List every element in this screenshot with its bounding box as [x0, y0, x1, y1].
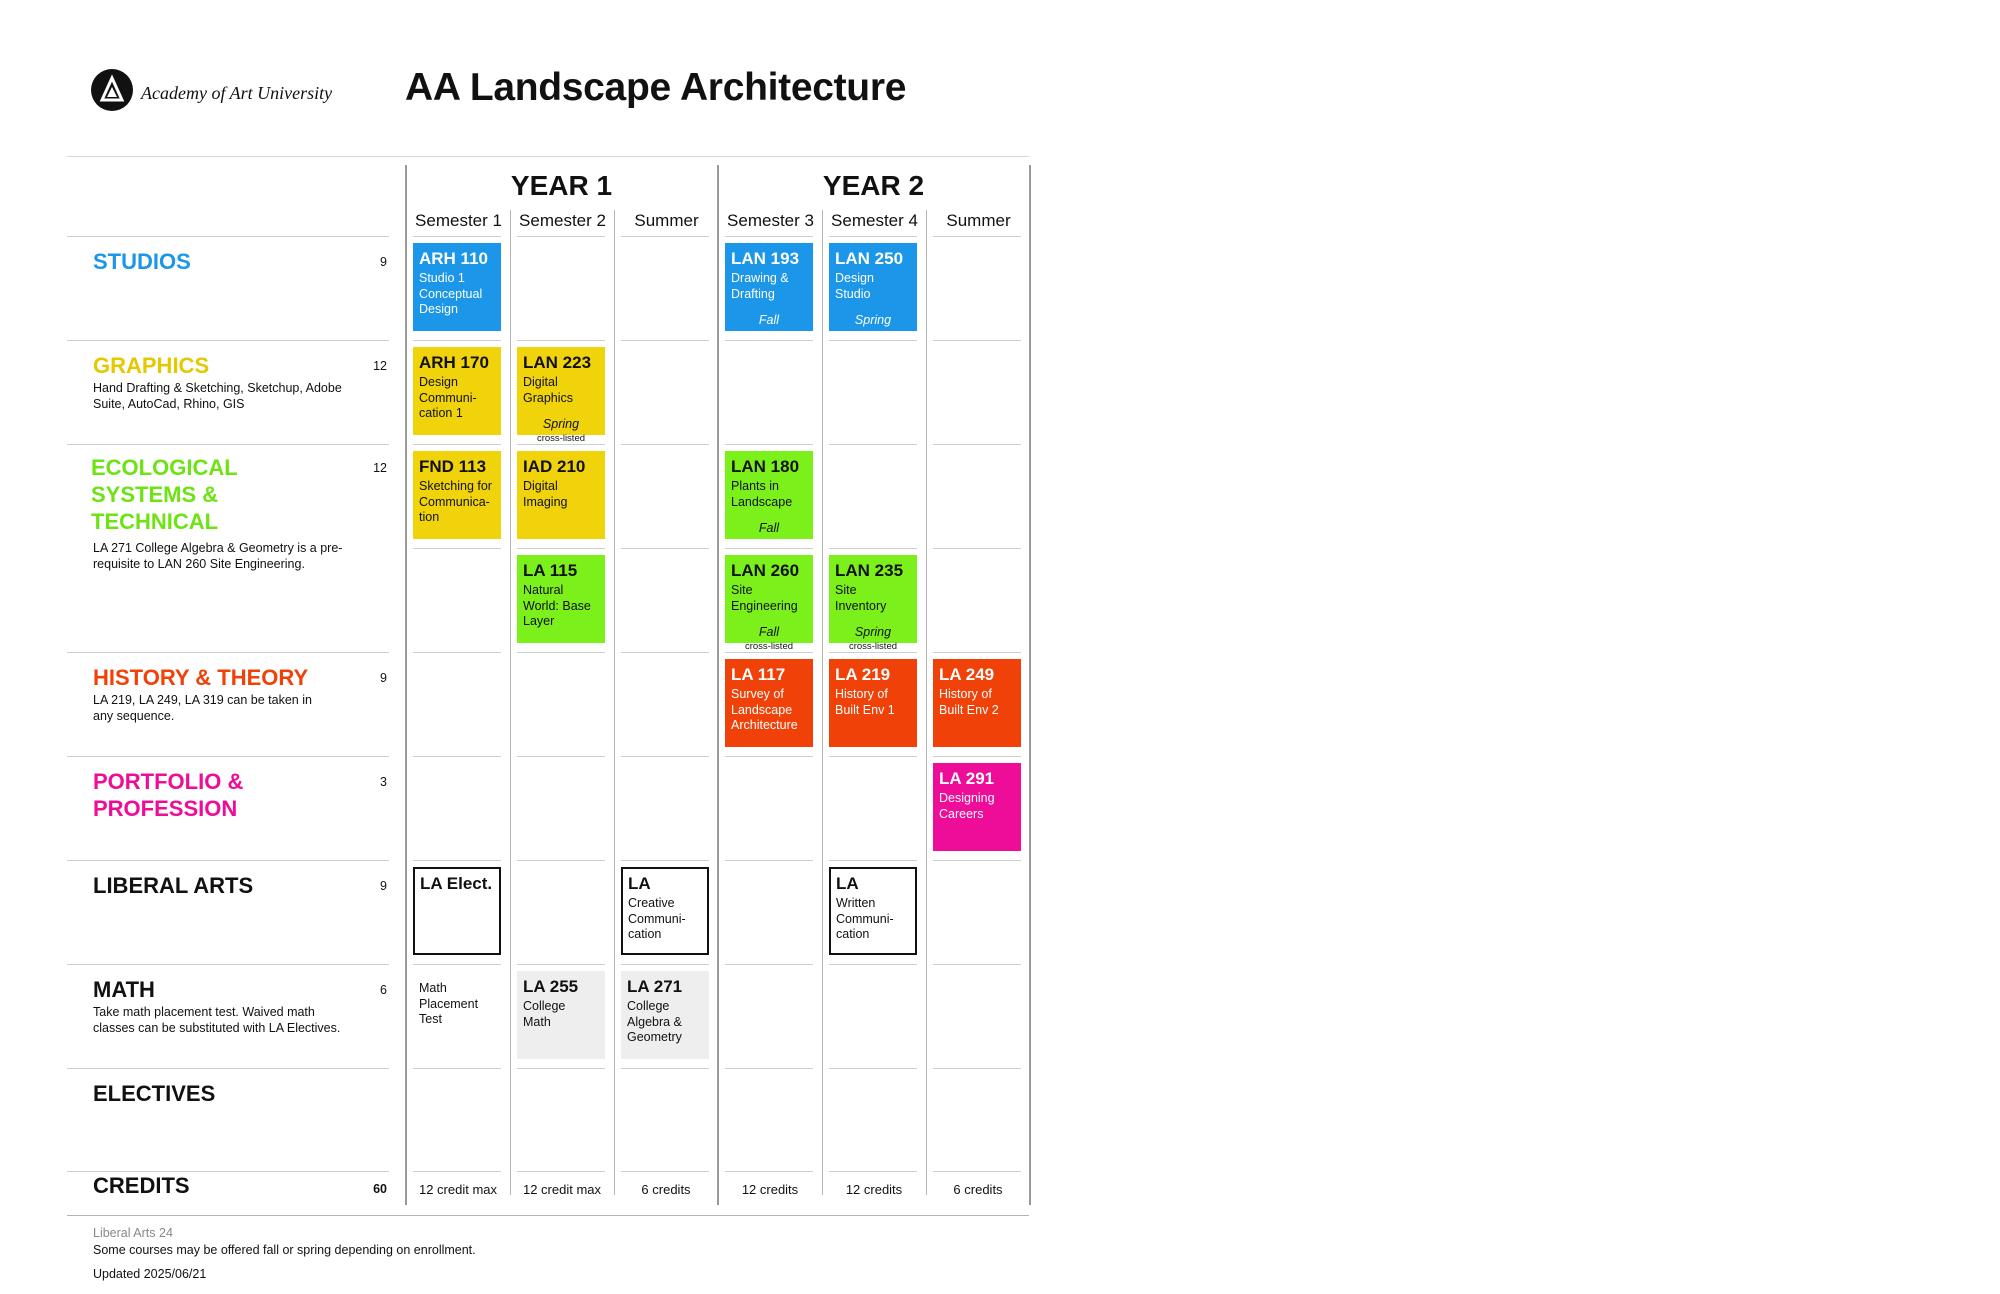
course-term: Spring — [542, 417, 580, 431]
row-divider — [933, 548, 1021, 549]
category-credits: 9 — [380, 671, 387, 685]
semester-4-heading: Semester 4 — [831, 211, 918, 230]
course-card[interactable] — [413, 451, 501, 539]
row-divider — [413, 756, 501, 757]
course-card[interactable] — [621, 867, 709, 955]
row-divider — [517, 1171, 605, 1172]
row-divider — [725, 444, 813, 445]
row-divider — [829, 964, 917, 965]
column-divider — [614, 210, 615, 1195]
footer-divider — [67, 1215, 1029, 1216]
footer-note: Some courses may be offered fall or spring depending on enrollment. — [93, 1243, 476, 1257]
course-code: LA — [628, 874, 651, 893]
cross-listed-label: cross-listed — [848, 641, 898, 652]
row-divider — [725, 964, 813, 965]
category-electives: ELECTIVES — [93, 1081, 216, 1106]
category-math: MATH — [93, 977, 155, 1002]
page-title: AA Landscape Architecture — [405, 66, 907, 109]
category-graphics: GRAPHICS — [93, 353, 210, 378]
row-divider — [933, 860, 1021, 861]
row-divider — [517, 444, 605, 445]
course-card[interactable] — [829, 243, 917, 331]
course-name: Written Communi- cation — [836, 896, 894, 941]
category-ecological: TECHNICAL — [91, 509, 219, 534]
course-name: History of Built Env 2 — [939, 687, 999, 717]
row-divider — [621, 756, 709, 757]
row-divider — [621, 1171, 709, 1172]
row-divider — [725, 756, 813, 757]
course-name: Survey of Landscape Architecture — [731, 687, 798, 732]
course-card[interactable] — [517, 451, 605, 539]
course-card[interactable] — [517, 347, 605, 435]
summer-1-heading: Summer — [634, 211, 699, 230]
row-divider — [413, 340, 501, 341]
course-name: Sketching for Communica- tion — [419, 479, 492, 524]
category-ecological: ECOLOGICAL — [91, 455, 238, 480]
course-card[interactable] — [413, 347, 501, 435]
category-credits: 6 — [380, 983, 387, 997]
course-card[interactable] — [725, 659, 813, 747]
course-term: Spring — [854, 313, 892, 327]
category-note: LA 271 College Algebra & Geometry is a pre-requisite to LAN 260 Site Engineering. — [93, 541, 343, 571]
header-divider — [67, 156, 1029, 157]
category-liberal-arts: LIBERAL ARTS — [93, 873, 254, 898]
row-divider — [725, 1171, 813, 1172]
category-note: Take math placement test. Waived math classes can be substituted with LA Electives. — [93, 1005, 341, 1035]
course-card[interactable] — [725, 555, 813, 643]
course-code: LA 115 — [523, 561, 578, 580]
category-ecological: SYSTEMS & — [91, 482, 219, 507]
row-divider — [829, 444, 917, 445]
category-credits: 3 — [380, 775, 387, 789]
course-term: Fall — [758, 625, 780, 639]
row-divider — [933, 964, 1021, 965]
footer-liberal-arts: Liberal Arts 24 — [93, 1226, 173, 1240]
course-name: Designing Careers — [939, 791, 995, 821]
course-name: Design Studio — [835, 271, 874, 301]
course-code: ARH 170 — [419, 353, 489, 372]
row-divider — [933, 756, 1021, 757]
course-card[interactable] — [829, 867, 917, 955]
category-credits: 12 — [373, 359, 387, 373]
course-card[interactable] — [413, 867, 501, 955]
course-name: Plants in Landscape — [731, 479, 793, 509]
course-name: Site Engineering — [731, 583, 798, 613]
row-divider — [725, 236, 813, 237]
row-divider — [517, 652, 605, 653]
course-card[interactable] — [413, 243, 501, 331]
cross-listed-label: cross-listed — [536, 433, 586, 444]
year2-right-border — [1029, 165, 1031, 1205]
year-divider — [717, 165, 719, 1205]
row-divider — [621, 340, 709, 341]
semester-1-heading: Semester 1 — [415, 211, 502, 230]
row-divider — [413, 236, 501, 237]
course-code: LA 117 — [731, 665, 786, 684]
row-divider — [933, 444, 1021, 445]
credits-label: CREDITS — [93, 1173, 190, 1198]
row-divider — [621, 964, 709, 965]
row-divider — [517, 1068, 605, 1069]
row-divider — [413, 444, 501, 445]
course-card[interactable] — [829, 555, 917, 643]
row-divider — [517, 756, 605, 757]
row-divider — [413, 548, 501, 549]
course-code: ARH 110 — [419, 249, 488, 268]
credits-value: 12 credits — [741, 1182, 799, 1197]
course-card[interactable] — [933, 659, 1021, 747]
row-divider — [829, 236, 917, 237]
category-note: LA 219, LA 249, LA 319 can be taken in any sequence. — [93, 693, 312, 723]
row-divider — [517, 964, 605, 965]
course-name: Natural World: Base Layer — [523, 583, 591, 628]
course-card[interactable] — [517, 971, 605, 1059]
course-code: IAD 210 — [523, 457, 586, 476]
row-divider — [67, 340, 389, 341]
course-card[interactable] — [413, 971, 501, 1059]
row-divider — [67, 964, 389, 965]
course-card[interactable] — [725, 243, 813, 331]
course-name: College Math — [523, 999, 566, 1029]
credits-value: 6 credits — [953, 1182, 1003, 1197]
row-divider — [413, 1068, 501, 1069]
row-divider — [67, 236, 389, 237]
row-divider — [829, 652, 917, 653]
row-divider — [517, 340, 605, 341]
course-code: LAN 235 — [835, 561, 904, 580]
course-term: Spring — [854, 625, 892, 639]
row-divider — [621, 548, 709, 549]
row-divider — [621, 652, 709, 653]
course-name: Studio 1 Conceptual Design — [419, 271, 483, 316]
course-code: LAN 223 — [523, 353, 592, 372]
course-term: Fall — [758, 521, 780, 535]
credits-value: 12 credits — [845, 1182, 903, 1197]
course-name: Site Inventory — [835, 583, 887, 613]
row-divider — [67, 756, 389, 757]
row-divider — [413, 964, 501, 965]
row-divider — [933, 652, 1021, 653]
row-divider — [67, 652, 389, 653]
cross-listed-label: cross-listed — [744, 641, 794, 652]
row-divider — [67, 1068, 389, 1069]
row-divider — [933, 340, 1021, 341]
course-code: FND 113 — [419, 457, 487, 476]
course-name: Math Placement Test — [419, 981, 479, 1026]
row-divider — [829, 548, 917, 549]
course-name: Design Communi- cation 1 — [419, 375, 477, 420]
row-divider — [725, 860, 813, 861]
row-divider — [517, 548, 605, 549]
logo-icon — [91, 69, 133, 111]
footer-updated: Updated 2025/06/21 — [93, 1267, 207, 1281]
row-divider — [933, 1171, 1021, 1172]
course-card[interactable] — [933, 763, 1021, 851]
course-code: LA 219 — [835, 665, 891, 684]
course-term: Fall — [758, 313, 780, 327]
course-code: LAN 193 — [731, 249, 800, 268]
category-credits: 12 — [373, 461, 387, 475]
course-name: Drawing & Drafting — [731, 271, 789, 301]
row-divider — [933, 1068, 1021, 1069]
course-card[interactable] — [829, 659, 917, 747]
year-2-heading: YEAR 2 — [822, 170, 925, 201]
course-code: LA Elect. — [420, 874, 493, 893]
category-portfolio: PORTFOLIO & — [93, 769, 244, 794]
row-divider — [67, 444, 389, 445]
credits-value: 12 credit max — [418, 1182, 498, 1197]
category-studios: STUDIOS — [93, 249, 191, 274]
row-divider — [725, 652, 813, 653]
course-code: LA 291 — [939, 769, 995, 788]
row-divider — [829, 1068, 917, 1069]
course-card[interactable] — [517, 555, 605, 643]
category-note: Hand Drafting & Sketching, Sketchup, Adobe Suite, AutoCad, Rhino, GIS — [93, 381, 342, 411]
row-divider — [517, 236, 605, 237]
semester-2-heading: Semester 2 — [519, 211, 606, 230]
course-code: LA — [836, 874, 859, 893]
row-divider — [933, 236, 1021, 237]
course-code: LA 255 — [523, 977, 579, 996]
category-credits: 9 — [380, 255, 387, 269]
category-history-theory: HISTORY & THEORY — [93, 665, 309, 690]
course-name: Digital Graphics — [523, 375, 574, 405]
category-portfolio: PROFESSION — [93, 796, 238, 821]
column-divider — [926, 210, 927, 1195]
course-code: LA 249 — [939, 665, 995, 684]
course-name: Creative Communi- cation — [628, 896, 686, 941]
course-name: Digital Imaging — [523, 479, 568, 509]
row-divider — [621, 860, 709, 861]
course-card[interactable] — [621, 971, 709, 1059]
logo-text: Academy of Art University — [141, 83, 333, 103]
row-divider — [67, 860, 389, 861]
row-divider — [621, 236, 709, 237]
year1-left-border — [405, 165, 407, 1205]
course-name: College Algebra & Geometry — [627, 999, 682, 1044]
course-name: History of Built Env 1 — [835, 687, 895, 717]
row-divider — [413, 860, 501, 861]
course-card[interactable] — [725, 451, 813, 539]
row-divider — [413, 1171, 501, 1172]
semester-3-heading: Semester 3 — [727, 211, 814, 230]
row-divider — [829, 340, 917, 341]
column-divider — [510, 210, 511, 1195]
year-1-heading: YEAR 1 — [510, 170, 613, 201]
category-credits: 9 — [380, 879, 387, 893]
row-divider — [413, 652, 501, 653]
row-divider — [725, 1068, 813, 1069]
row-divider — [725, 340, 813, 341]
course-code: LAN 250 — [835, 249, 904, 268]
course-code: LA 271 — [627, 977, 683, 996]
row-divider — [621, 1068, 709, 1069]
credits-value: 12 credit max — [522, 1182, 602, 1197]
credits-value: 6 credits — [641, 1182, 691, 1197]
row-divider — [621, 444, 709, 445]
summer-2-heading: Summer — [946, 211, 1011, 230]
row-divider — [829, 860, 917, 861]
course-code: LAN 260 — [731, 561, 800, 580]
row-divider — [829, 756, 917, 757]
credits-total: 60 — [373, 1182, 387, 1196]
row-divider — [829, 1171, 917, 1172]
course-code: LAN 180 — [731, 457, 800, 476]
row-divider — [517, 860, 605, 861]
column-divider — [822, 210, 823, 1195]
row-divider — [725, 548, 813, 549]
